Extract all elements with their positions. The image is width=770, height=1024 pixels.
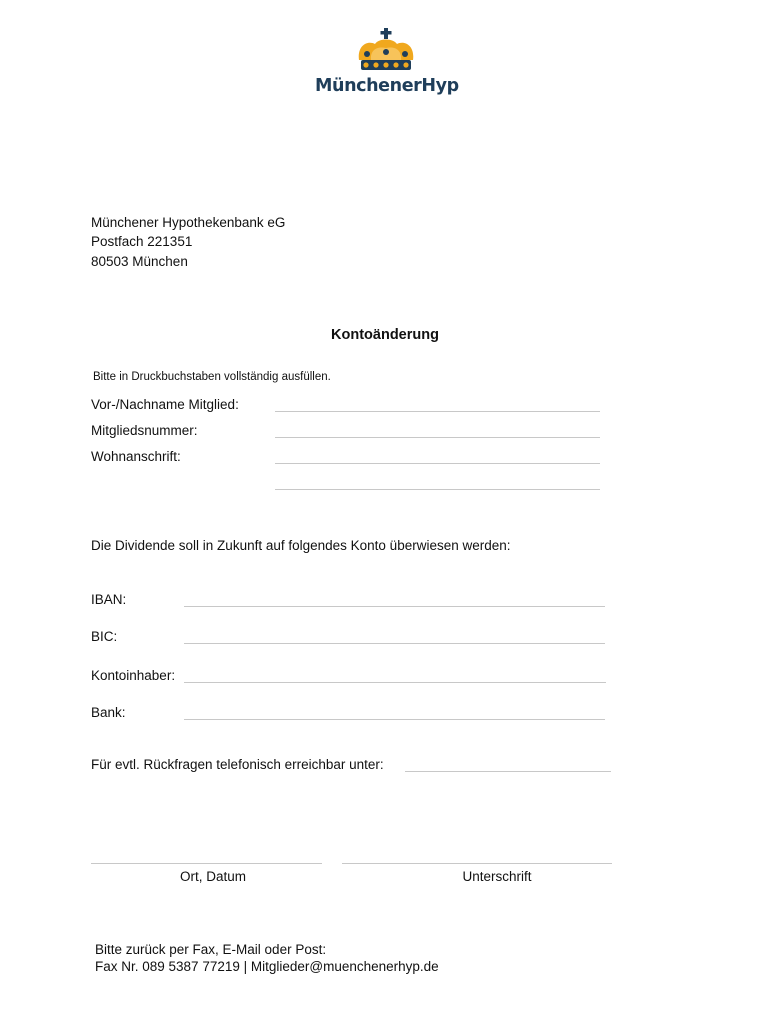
form-hint: Bitte in Druckbuchstaben vollständig ausfüllen. (93, 371, 331, 383)
signature-caption: Unterschrift (462, 869, 532, 884)
footer-contact: Fax Nr. 089 5387 77219 | Mitglieder@muenchenerhyp.de (95, 959, 439, 974)
account-holder-field[interactable] (184, 682, 606, 683)
iban-field[interactable] (184, 606, 605, 607)
member-name-field[interactable] (275, 411, 600, 412)
address-line-2: Postfach 221351 (91, 234, 193, 249)
bank-label: Bank: (91, 705, 126, 720)
company-logo (315, 26, 457, 102)
phone-label: Für evtl. Rückfragen telefonisch erreichbar unter: (91, 757, 384, 772)
bic-field[interactable] (184, 643, 605, 644)
member-address-label: Wohnanschrift: (91, 449, 181, 464)
member-address-field-2[interactable] (275, 489, 600, 490)
form-title: Kontoänderung (331, 327, 439, 343)
logo-wordmark: MünchenerHyp (315, 76, 459, 96)
phone-field[interactable] (405, 771, 611, 772)
member-address-field-1[interactable] (275, 463, 600, 464)
dividend-instruction: Die Dividende soll in Zukunft auf folgendes Konto überwiesen werden: (91, 538, 511, 553)
member-number-label: Mitgliedsnummer: (91, 423, 198, 438)
member-name-label: Vor-/Nachname Mitglied: (91, 397, 239, 412)
address-line-3: 80503 München (91, 254, 188, 269)
place-date-field[interactable] (91, 863, 322, 864)
bank-field[interactable] (184, 719, 605, 720)
place-date-caption: Ort, Datum (179, 869, 246, 884)
signature-field[interactable] (342, 863, 612, 864)
footer-return-note: Bitte zurück per Fax, E-Mail oder Post: (95, 942, 327, 957)
iban-label: IBAN: (91, 592, 127, 607)
bic-label: BIC: (91, 629, 118, 644)
member-number-field[interactable] (275, 437, 600, 438)
account-holder-label: Kontoinhaber: (91, 668, 176, 683)
crown-icon (315, 26, 457, 74)
address-line-1: Münchener Hypothekenbank eG (91, 215, 286, 230)
